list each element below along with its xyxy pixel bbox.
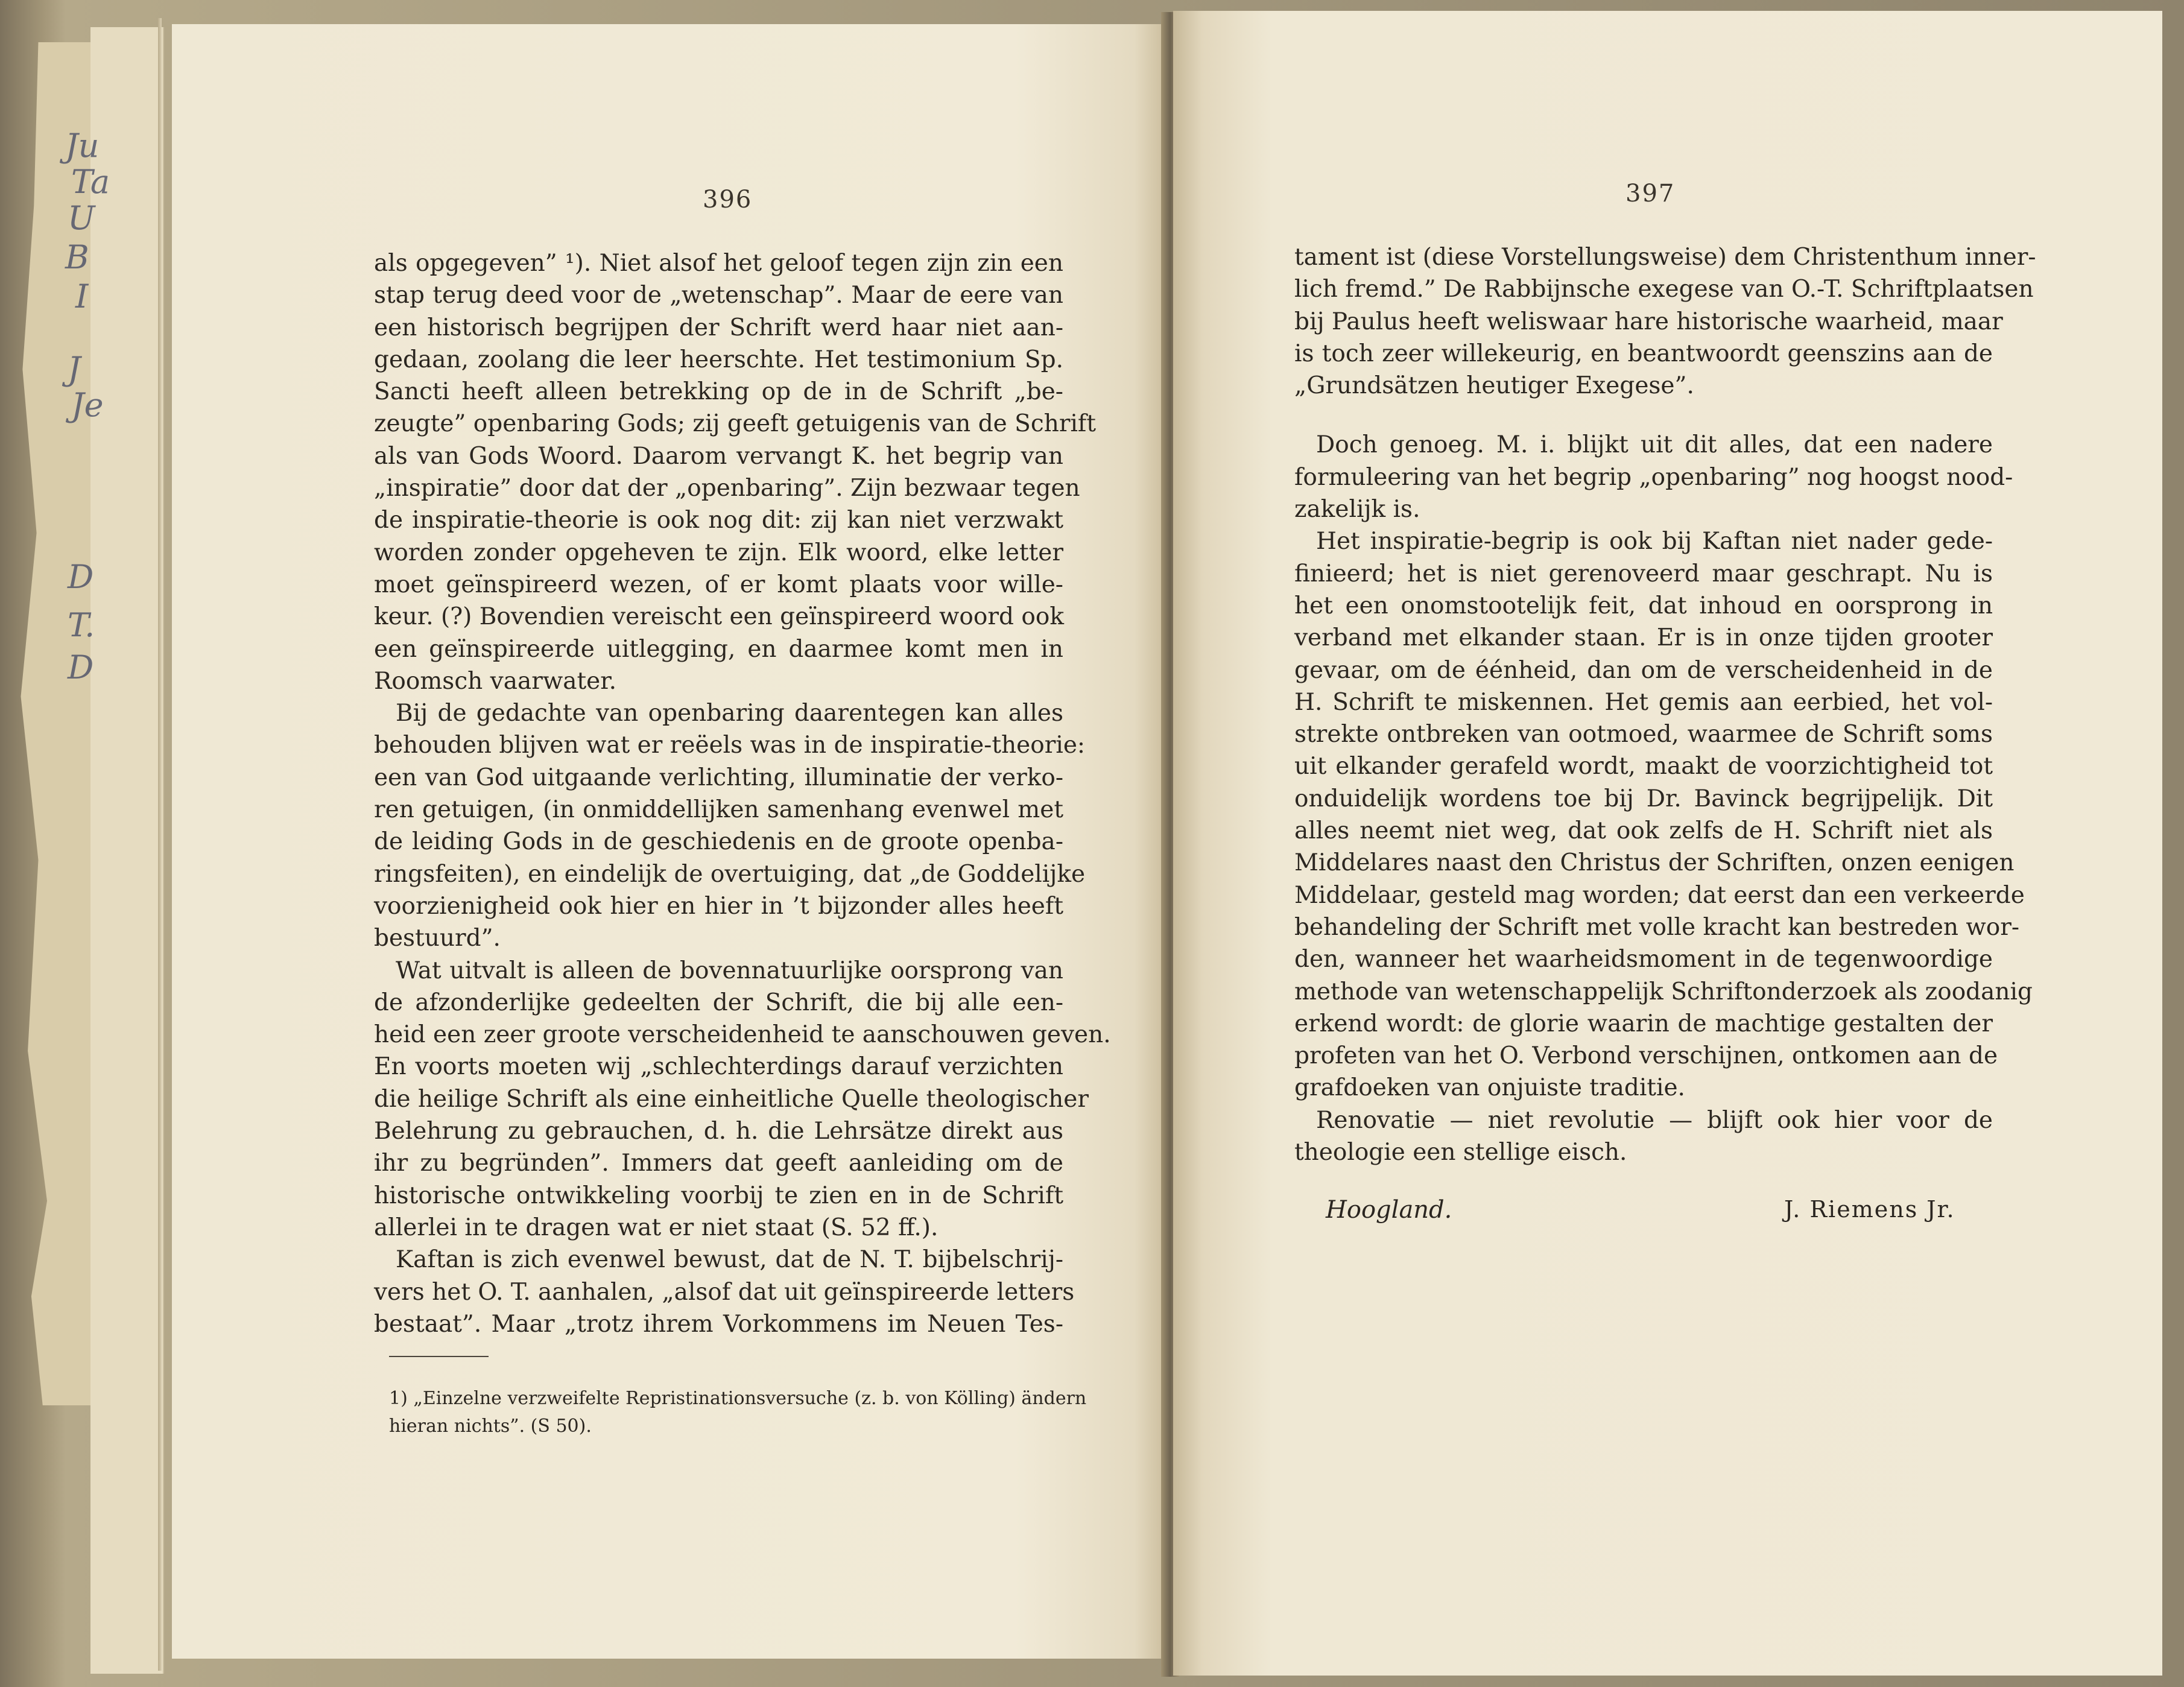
text-line: den, wanneer het waarheidsmoment in de tegenwoordige [1294,946,1993,973]
signature-place: Hoogland. [1326,1196,1452,1224]
text-line: als van Gods Woord. Daarom vervangt K. het begrip van [374,442,1063,470]
text-line: bij Paulus heeft weliswaar hare historische waarheid, maar [1294,308,2003,335]
text-line: gedaan, zoolang die leer heerschte. Het testimonium Sp. [374,346,1063,373]
text-line: voorzienigheid ook hier en hier in ’t bijzonder alles heeft [374,892,1063,920]
footnote-line: hieran nichts”. (S 50). [389,1416,592,1437]
text-line: de inspiratie-theorie is ook nog dit: zij kan niet verzwakt [374,507,1063,534]
text-line: uit elkander gerafeld wordt, maakt de voorzichtigheid tot [1294,753,1993,780]
text-line: de leiding Gods in de geschiedenis en de groote openba- [374,828,1063,856]
text-line: is toch zeer willekeurig, en beantwoordt geenszins aan de [1294,340,1993,367]
text-line: stap terug deed voor de „wetenschap”. Maar de eere van [374,282,1063,309]
text-line: heid een zeer groote verscheidenheid te aanschouwen geven. [374,1021,1111,1049]
paragraph-gap [1294,402,1993,429]
text-line: Kaftan is zich evenwel bewust, dat de N. T. bijbelschrij- [396,1246,1063,1274]
text-line: Roomsch vaarwater. [374,667,616,695]
text-line: vers het O. T. aanhalen, „alsof dat uit geïnspireerde letters [374,1278,1075,1306]
text-line: „inspiratie” door dat der „openbaring”. Zijn bezwaar tegen [374,475,1080,502]
text-line: profeten van het O. Verbond verschijnen, ontkomen aan de [1294,1042,1998,1070]
text-line: H. Schrift te miskennen. Het gemis aan eerbied, het vol- [1294,688,1993,716]
text-line: strekte ontbreken van ootmoed, waarmee de Schrift soms [1294,721,1993,749]
text-line: erkend wordt: de glorie waarin de machtige gestalten der [1294,1010,1993,1037]
text-line: als opgegeven” ¹). Niet alsof het geloof tegen zijn zin een [374,250,1063,277]
text-line: historische ontwikkeling voorbij te zien en in de Schrift [374,1182,1063,1209]
text-line: onduidelijk wordens toe bij Dr. Bavinck begrijpelijk. Dit [1294,785,1993,812]
text-line: het een onomstootelijk feit, dat inhoud en oorsprong in [1294,592,1993,619]
text-line: zakelijk is. [1294,496,1420,524]
margin-note: Ju [65,127,100,165]
page-stack [90,27,164,1674]
text-line: Sancti heeft alleen betrekking op de in de Schrift „be- [374,378,1063,406]
text-line: Wat uitvalt is alleen de bovennatuurlijke oorsprong van [396,957,1063,984]
text-line: ringsfeiten), en eindelijk de overtuiging, dat „de Goddelijke [374,860,1086,888]
margin-note: B [65,238,89,276]
text-line: Doch genoeg. M. i. blijkt uit dit alles, dat een nadere [1316,431,1993,459]
text-line: keur. (?) Bovendien vereischt een geïnspireerd woord ook [374,603,1064,631]
text-line: ren getuigen, (in onmiddellijken samenhang evenwel met [374,796,1063,824]
margin-note: D [68,648,94,686]
footnote-line: 1) „Einzelne verzweifelte Repristinationsversuche (z. b. von Kölling) ändern [389,1388,1087,1409]
right-page-number: 397 [1625,180,1676,207]
text-line: een geïnspireerde uitlegging, en daarmee komt men in [374,635,1063,663]
text-line: zeugte” openbaring Gods; zij geeft getuigenis van de Schrift [374,410,1097,438]
text-line: formuleering van het begrip „openbaring” nog hoogst nood- [1294,463,2013,491]
margin-note: T. [68,606,95,644]
text-line: Middelares naast den Christus der Schriften, onzen eenigen [1294,849,2015,877]
text-line: die heilige Schrift als eine einheitliche Quelle theologischer [374,1085,1089,1113]
margin-note: I [75,277,89,315]
footnote [389,1385,1087,1440]
text-line: verband met elkander staan. Er is in onze tijden grooter [1294,624,1993,652]
left-page-number: 396 [703,186,753,214]
text-line: moet geïnspireerd wezen, of er komt plaats voor wille- [374,571,1063,598]
margin-note: Je [71,386,104,424]
text-line: Bij de gedachte van openbaring daarentegen kan alles [396,700,1063,727]
text-line: Het inspiratie-begrip is ook bij Kaftan niet nader gede- [1316,528,1993,555]
text-line: Middelaar, gesteld mag worden; dat eerst dan een verkeerde [1294,881,2025,909]
text-line: gevaar, om de éénheid, dan om de verscheidenheid in de [1294,656,1993,684]
text-line: alles neemt niet weg, dat ook zelfs de H. Schrift niet als [1294,817,1993,845]
text-line: Renovatie — niet revolutie — blijft ook hier voor de [1316,1106,1993,1134]
left-page-body [374,247,1111,1340]
footnote-divider [389,1356,489,1357]
margin-note: D [68,558,94,596]
text-line: behandeling der Schrift met volle kracht kan bestreden wor- [1294,913,2020,941]
text-line: grafdoeken van onjuiste traditie. [1294,1074,1685,1102]
text-line: theologie een stellige eisch. [1294,1139,1627,1166]
text-line: bestuurd”. [374,925,501,952]
text-line: „Grundsätzen heutiger Exegese”. [1294,372,1694,400]
text-line: een van God uitgaande verlichting, illuminatie der verko- [374,764,1063,791]
text-line: bestaat”. Maar „trotz ihrem Vorkommens im Neuen Tes- [374,1310,1063,1338]
text-line: En voorts moeten wij „schlechterdings darauf verzichten [374,1053,1063,1081]
text-line: Belehrung zu gebrauchen, d. h. die Lehrsätze direkt aus [374,1118,1063,1145]
text-line: ihr zu begründen”. Immers dat geeft aanleiding om de [374,1150,1063,1177]
signature-author: J. Riemens Jr. [1784,1196,1955,1223]
text-line: worden zonder opgeheven te zijn. Elk woord, elke letter [374,539,1063,566]
text-line: de afzonderlijke gedeelten der Schrift, die bij alle een- [374,989,1063,1016]
text-line: een historisch begrijpen der Schrift werd haar niet aan- [374,314,1063,341]
text-line: finieerd; het is niet gerenoveerd maar geschrapt. Nu is [1294,560,1993,587]
text-line: lich fremd.” De Rabbijnsche exegese van O.-T. Schriftplaatsen [1294,276,2034,303]
margin-note: J [68,350,81,388]
text-line: behouden blijven wat er reëels was in de inspiratie-theorie: [374,732,1086,759]
text-line: allerlei in te dragen wat er niet staat (S. 52 ff.). [374,1214,938,1241]
page-stack-edge [158,18,162,1671]
text-line: methode van wetenschappelijk Schriftonderzoek als zoodanig [1294,978,2033,1005]
margin-note: Ta [71,163,110,201]
right-page-body [1294,241,2036,1168]
text-line: tament ist (diese Vorstellungsweise) dem Christenthum inner- [1294,244,2036,271]
margin-note: U [68,199,95,237]
